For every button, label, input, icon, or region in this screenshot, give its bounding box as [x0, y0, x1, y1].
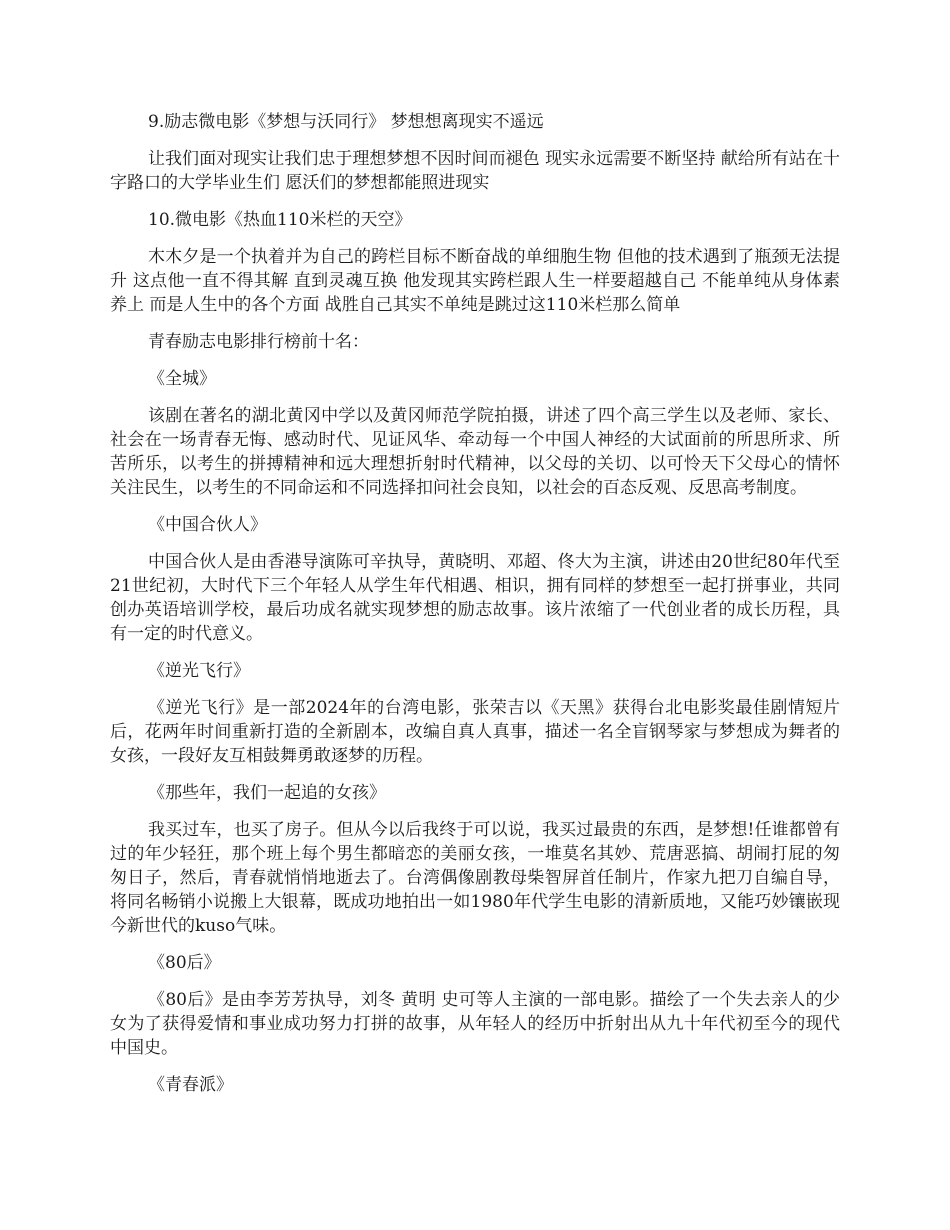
title-quancheng: 《全城》 — [148, 369, 216, 389]
title-80hou: 《80后》 — [148, 953, 221, 973]
paragraph-item-10: 木木夕是一个执着并为自己的跨栏目标不断奋战的单细胞生物 但他的技术遇到了瓶颈无法提升 这点他一直不得其解 直到灵魂互换 他发现其实跨栏跟人生一样要超越自己 不能单纯从身体素养上 而是人生中的各个方面 战胜自己其实不单纯是跳过这110米栏那么简单 — [110, 247, 840, 315]
paragraph-naxienian: 我买过车，也买了房子。但从今以后我终于可以说，我买过最贵的东西，是梦想!任谁都曾有过的年少轻狂，那个班上每个男生都暗恋的美丽女孩，一堆莫名其妙、荒唐恶搞、胡闹打屁的匆匆日子，然后，青春就悄悄地逝去了。台湾偶像剧教母柴智屏首任制片，作家九把刀自编自导，将同名畅销小说搬上大银幕，既成功地拍出一如1980年代学生电影的清新质地，又能巧妙镶嵌现今新世代的kuso气味。 — [110, 820, 840, 936]
paragraph-niguang-feixing: 《逆光飞行》是一部2024年的台湾电影，张荣吉以《天黑》获得台北电影奖最佳剧情短片后，花两年时间重新打造的全新剧本，改编自真人真事，描述一名全盲钢琴家与梦想成为舞者的女孩，一段好友互相鼓舞勇敢逐梦的历程。 — [110, 698, 840, 766]
title-qingchunpai: 《青春派》 — [148, 1075, 233, 1095]
document-body — [110, 110, 840, 1097]
section-intro: 青春励志电影排行榜前十名： — [148, 332, 369, 352]
heading-item-9: 9.励志微电影《梦想与沃同行》 梦想想离现实不遥远 — [148, 112, 544, 132]
heading-item-10: 10.微电影《热血110米栏的天空》 — [148, 210, 412, 230]
paragraph-zhongguo-hehuoren: 中国合伙人是由香港导演陈可辛执导，黄晓明、邓超、佟大为主演，讲述由20世纪80年代至21世纪初，大时代下三个年轻人从学生年代相遇、相识，拥有同样的梦想至一起打拼事业，共同创办英语培训学校，最后功成名就实现梦想的励志故事。该片浓缩了一代创业者的成长历程，具有一定的时代意义。 — [110, 552, 840, 644]
paragraph-item-9: 让我们面对现实让我们忠于理想梦想不因时间而褪色 现实永远需要不断坚持 献给所有站在十字路口的大学毕业生们 愿沃们的梦想都能照进现实 — [110, 149, 840, 193]
paragraph-quancheng: 该剧在著名的湖北黄冈中学以及黄冈师范学院拍摄，讲述了四个高三学生以及老师、家长、社会在一场青春无悔、感动时代、见证风华、牵动每一个中国人神经的大试面前的所思所求、所苦所乐，以考生的拼搏精神和远大理想折射时代精神，以父母的关切、以可怜天下父母心的情怀关注民生，以考生的不同命运和不同选择扣问社会良知，以社会的百态反观、反思高考制度。 — [110, 406, 840, 498]
title-naxienian: 《那些年，我们一起追的女孩》 — [148, 783, 386, 803]
title-zhongguo-hehuoren: 《中国合伙人》 — [148, 515, 267, 535]
paragraph-80hou: 《80后》是由李芳芳执导，刘冬 黄明 史可等人主演的一部电影。描绘了一个失去亲人的少女为了获得爱情和事业成功努力打拼的故事，从年轻人的经历中折射出从九十年代初至今的现代中国史。 — [110, 990, 840, 1058]
title-niguang-feixing: 《逆光飞行》 — [148, 661, 250, 681]
